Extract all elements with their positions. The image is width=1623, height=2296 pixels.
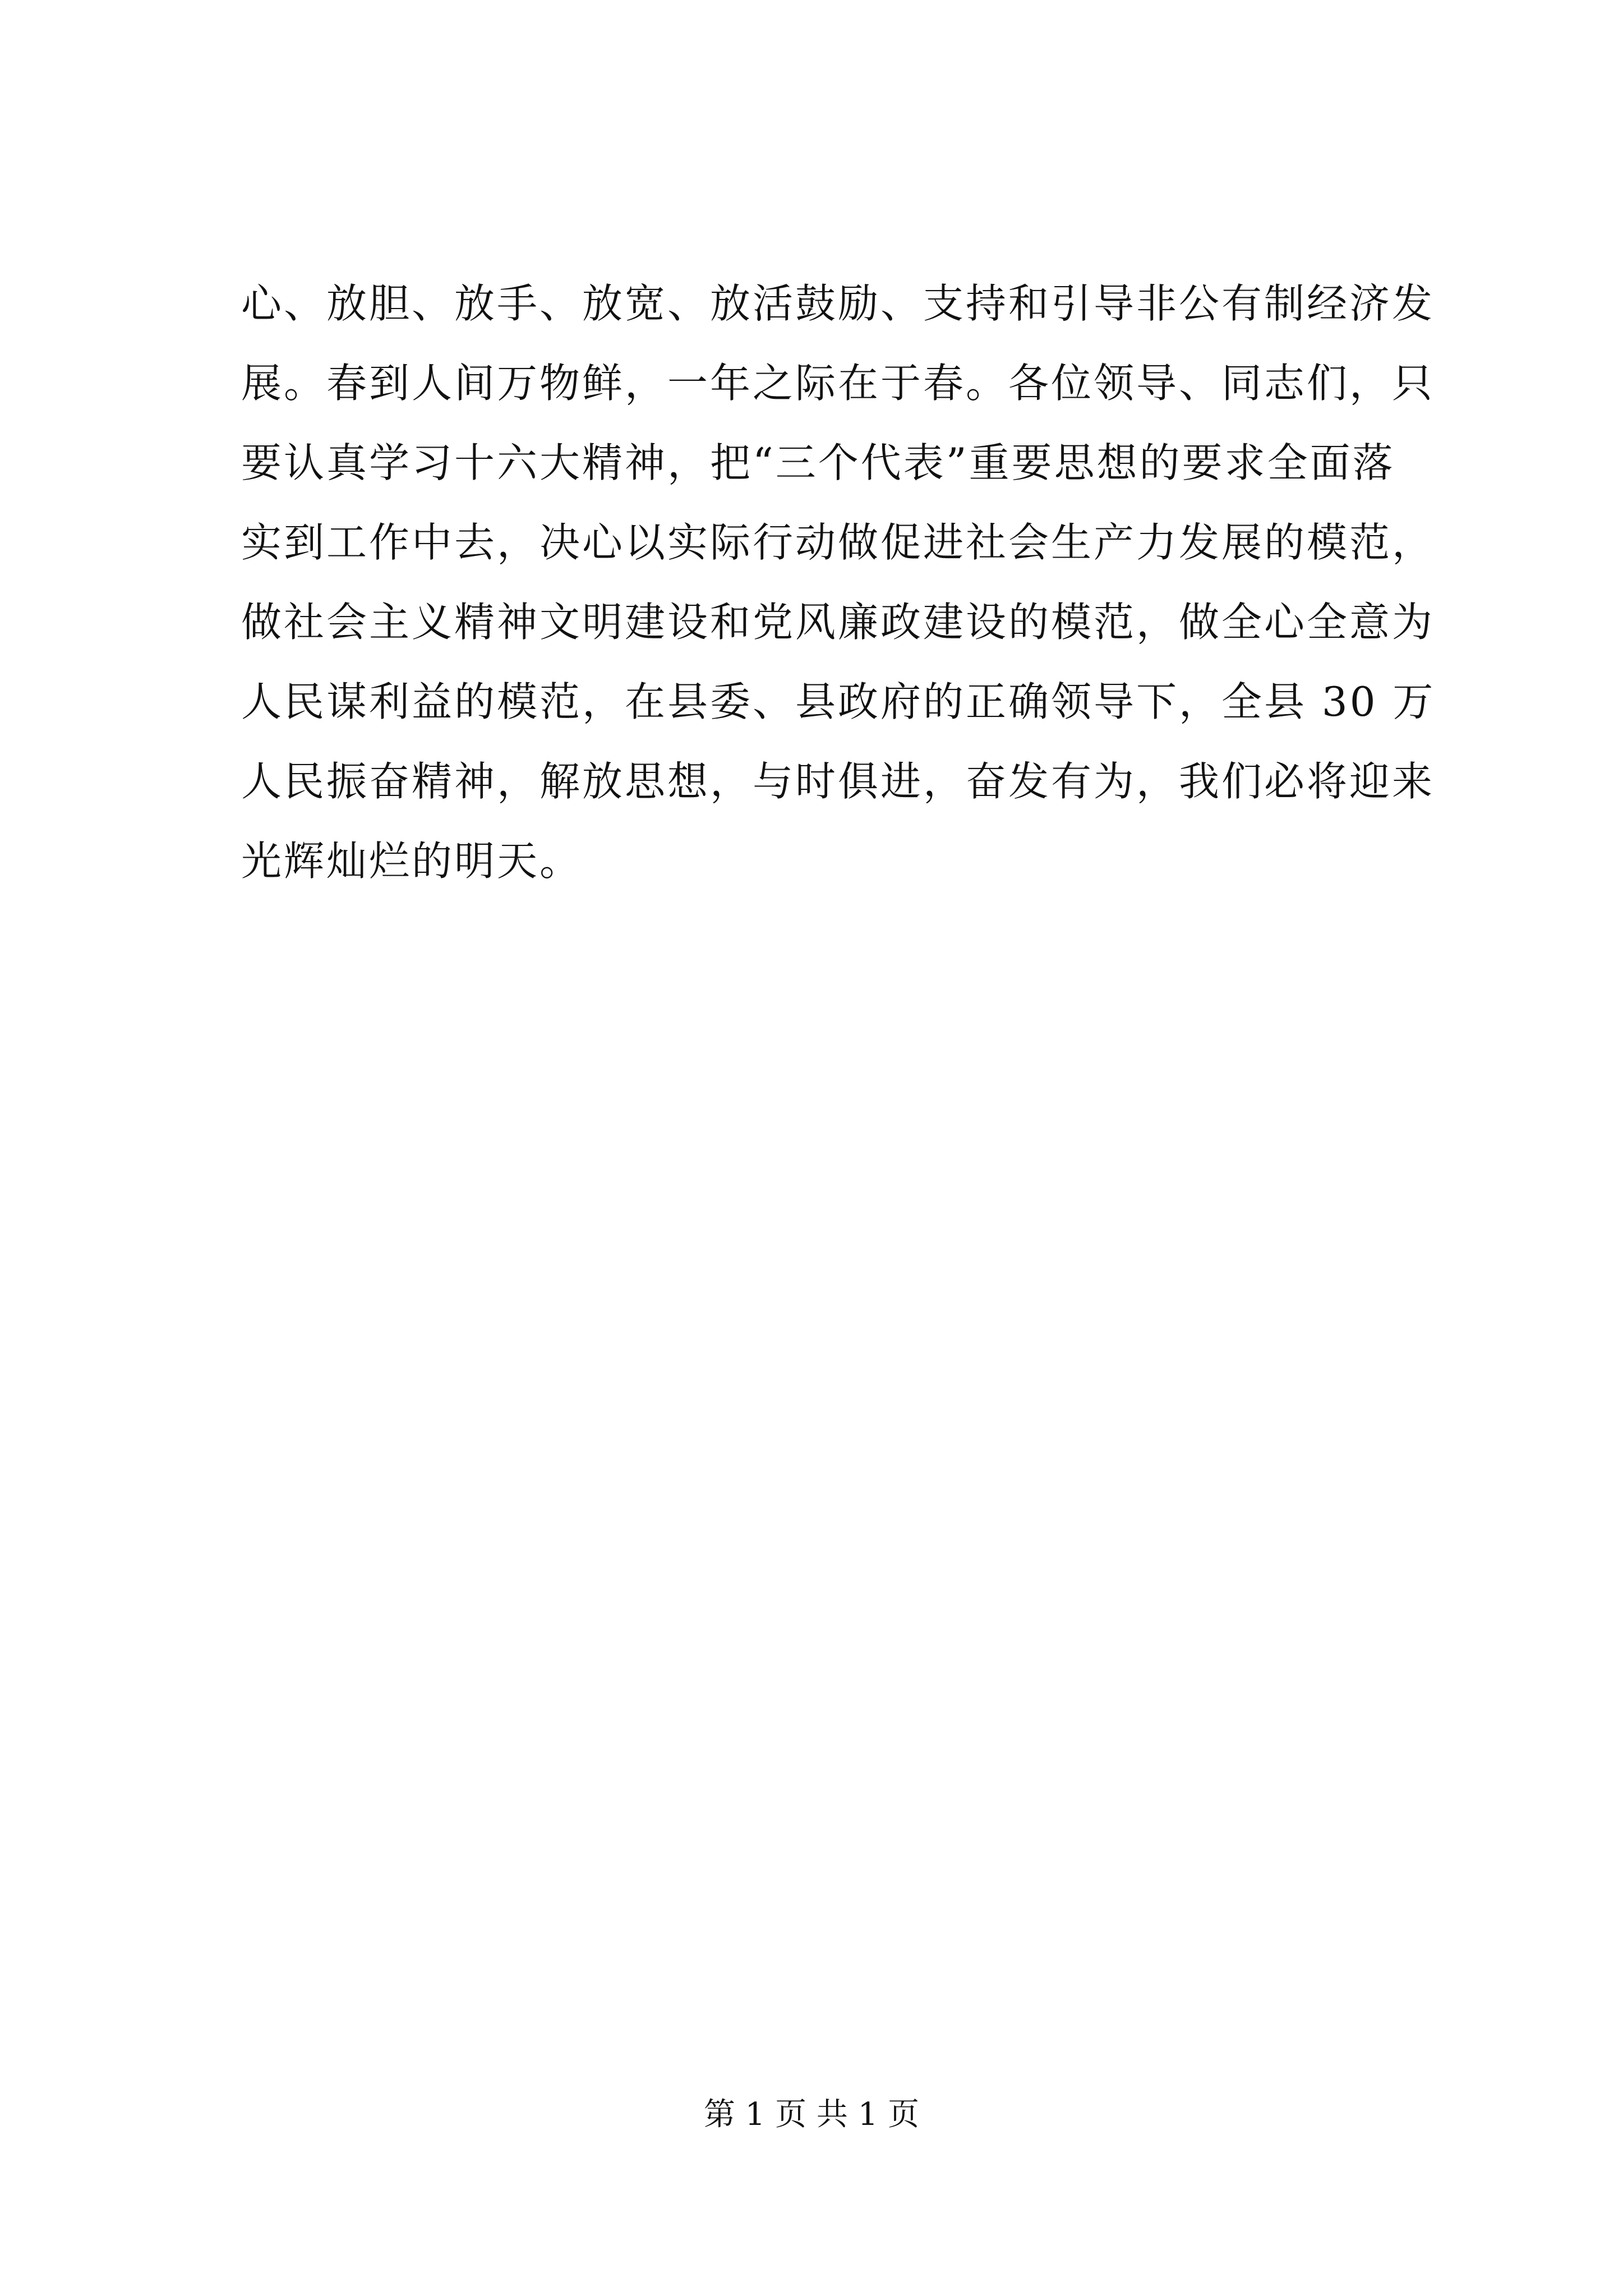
text-line: 人民振奋精神，解放思想，与时俱进，奋发有为，我们必将迎来: [241, 758, 1435, 805]
text-line: 光辉灿烂的明天。: [241, 838, 583, 885]
page-footer: 第 1 页 共 1 页: [703, 2096, 920, 2133]
text-line: 心、放胆、放手、放宽、放活鼓励、支持和引导非公有制经济发: [241, 280, 1435, 327]
text-line: 人民谋利益的模范，在县委、县政府的正确领导下，全县 30 万: [241, 678, 1436, 725]
text-line: 展。春到人间万物鲜，一年之际在于春。各位领导、同志们，只: [241, 360, 1435, 407]
text-line: 要认真学习十六大精神，把“三个代表”重要思想的要求全面落: [241, 439, 1395, 486]
text-line: 做社会主义精神文明建设和党风廉政建设的模范，做全心全意为: [241, 599, 1435, 646]
text-line: 实到工作中去，决心以实际行动做促进社会生产力发展的模范，: [241, 519, 1435, 566]
body-paragraph: [241, 264, 1436, 901]
